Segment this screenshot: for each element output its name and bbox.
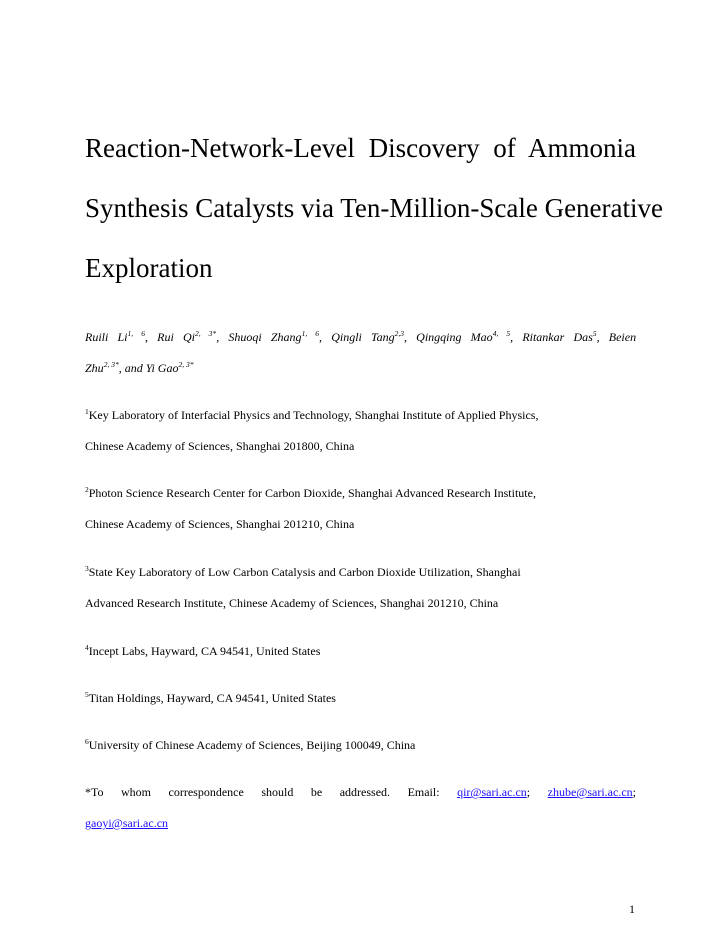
affiliation-line (85, 478, 636, 509)
author-separator: , (510, 330, 523, 344)
affiliation-3 (85, 557, 636, 619)
author-affiliation-marker: 4, 5 (492, 329, 511, 338)
author-separator: , (403, 330, 417, 344)
affiliation-line: Advanced Research Institute, Chinese Academy of Sciences, Shanghai 201210, China (85, 596, 499, 610)
author-affiliation-marker: 1, 6 (301, 329, 319, 338)
author-name: Qingqing Mao (416, 330, 493, 344)
affiliation-number: 2 (85, 485, 89, 494)
affiliation-line (85, 730, 636, 761)
affiliation-2 (85, 478, 636, 540)
page-number: 1 (629, 902, 635, 916)
email-separator-trailing: ; (632, 785, 636, 799)
affiliation-6 (85, 730, 636, 761)
paper-title (85, 118, 663, 298)
email-separator: ; (526, 785, 548, 799)
affiliation-number: 6 (85, 737, 89, 746)
affiliation-line (85, 636, 636, 667)
affiliation-5 (85, 683, 636, 714)
affiliation-line: Chinese Academy of Sciences, Shanghai 201210, China (85, 517, 355, 531)
author-affiliation-marker: 2,3 (394, 329, 404, 338)
title-line-2: Synthesis Catalysts via Ten-Million-Scale Generative (85, 193, 663, 223)
correspondence-note (85, 777, 636, 839)
affiliation-line (85, 557, 636, 588)
author-separator: , (319, 330, 332, 344)
affiliation-number: 3 (85, 564, 89, 573)
affiliation-line: Chinese Academy of Sciences, Shanghai 201800, China (85, 439, 355, 453)
email-link-gaoyi[interactable]: gaoyi@sari.ac.cn (85, 816, 169, 830)
affiliation-text: Incept Labs, Hayward, CA 94541, United States (88, 644, 321, 658)
author-name-part: Zhu (85, 361, 104, 375)
author-name: Yi Gao (145, 361, 179, 375)
author-affiliation-marker: 2, 3* (195, 329, 217, 338)
author-name: Ruili Li (85, 330, 128, 344)
correspondence-prefix: *To whom correspondence should be addressed. Email: (85, 785, 458, 799)
email-link-qir[interactable]: qir@sari.ac.cn (457, 785, 527, 799)
correspondence-line-2 (85, 808, 636, 839)
author-separator: , (144, 330, 158, 344)
author-name: Rui Qi (157, 330, 195, 344)
author-separator: , (216, 330, 229, 344)
title-line-3: Exploration (85, 253, 213, 283)
author-name-part: Beien (608, 330, 637, 344)
author-affiliation-marker: 1, 6 (127, 329, 145, 338)
author-affiliation-marker: 2, 3* (103, 360, 119, 369)
author-affiliation-marker: 2, 3* (178, 360, 194, 369)
correspondence-line-1 (85, 777, 636, 808)
affiliation-text: Photon Science Research Center for Carbon Dioxide, Shanghai Advanced Research Institute, (88, 486, 536, 500)
author-affiliation-marker: 5 (592, 329, 597, 338)
affiliation-text: Key Laboratory of Interfacial Physics and Technology, Shanghai Institute of Applied Physics, (88, 408, 539, 422)
author-list (85, 322, 636, 384)
affiliation-number: 4 (85, 643, 89, 652)
affiliation-1 (85, 400, 636, 462)
author-separator: , and (118, 361, 146, 375)
affiliation-line (85, 400, 636, 431)
affiliation-4 (85, 636, 636, 667)
email-link-zhube[interactable]: zhube@sari.ac.cn (547, 785, 633, 799)
author-line-2 (85, 353, 636, 384)
author-line-1 (85, 322, 636, 353)
affiliation-line (85, 683, 636, 714)
title-line-1: Reaction-Network-Level Discovery of Ammonia (85, 133, 636, 163)
author-name: Ritankar Das (522, 330, 593, 344)
affiliation-number: 5 (85, 690, 89, 699)
author-separator: , (596, 330, 609, 344)
affiliation-number: 1 (85, 407, 89, 416)
author-name: Shuoqi Zhang (228, 330, 302, 344)
affiliation-text: Titan Holdings, Hayward, CA 94541, United States (88, 691, 336, 705)
author-name: Qingli Tang (331, 330, 395, 344)
affiliation-text: University of Chinese Academy of Sciences, Beijing 100049, China (88, 738, 416, 752)
affiliation-text: State Key Laboratory of Low Carbon Catalysis and Carbon Dioxide Utilization, Shanghai (88, 565, 521, 579)
